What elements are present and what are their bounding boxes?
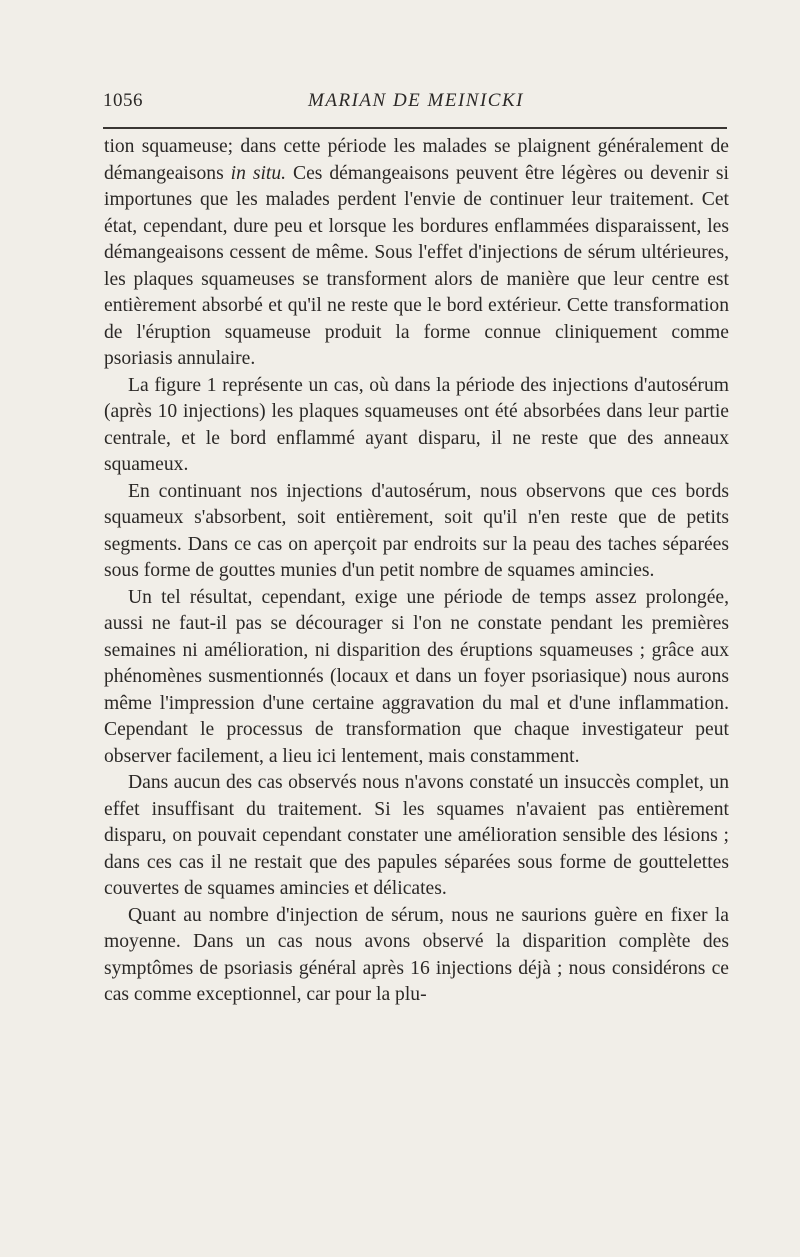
paragraph-4: Un tel résultat, cependant, exige une période de temps assez prolongée, aussi ne faut-il pas se décourager si l'on ne constate pendant les premières semaines ni amélioration, ni disparition des éruptions squameuses ; grâce aux phénomènes susmentionnés (locaux et dans un foyer psoriasique) nous aurons même l'impression d'une certaine aggravation du mal et d'une inflammation. Cependant le processus de transformation que chaque investigateur peut observer facilement, a lieu ici lentement, mais constamment. bbox=[104, 586, 729, 767]
paragraph-1-italic: in situ. bbox=[230, 162, 287, 184]
paragraph-1 bbox=[104, 134, 729, 373]
paragraph-1-after: Ces démangeaisons peuvent être légères ou devenir si importunes que les malades perdent l'envie de continuer leur traitement. Cet état, cependant, dure peu et lorsque les bordures enflammées disparaissent, les démangeaisons cessent de même. Sous l'effet d'injections de sérum ultérieures, les plaques squameuses se transforment alors de manière que leur centre est entièrement absorbé et qu'il ne reste que le bord extérieur. Cette transformation de l'éruption squameuse produit la forme connue cliniquement comme psoriasis annulaire. bbox=[104, 162, 729, 369]
page-number: 1056 bbox=[103, 90, 143, 111]
running-title: MARIAN DE MEINICKI bbox=[308, 90, 524, 111]
paragraph-2: La figure 1 représente un cas, où dans la période des injections d'autosérum (après 10 injections) les plaques squameuses ont été absorbées dans leur partie centrale, et le bord enflammé ayant disparu, il ne reste que des anneaux squameux. bbox=[104, 374, 729, 475]
header-rule bbox=[103, 127, 727, 129]
paragraph-3: En continuant nos injections d'autosérum, nous observons que ces bords squameux s'absorbent, soit entièrement, soit qu'il n'en reste que de petits segments. Dans ce cas on aperçoit par endroits sur la peau des taches séparées sous forme de gouttes munies d'un petit nombre de squames amincies. bbox=[104, 480, 729, 581]
body-text bbox=[104, 134, 729, 1009]
paragraph-5: Dans aucun des cas observés nous n'avons constaté un insuccès complet, un effet insuffisant du traitement. Si les squames n'avaient pas entièrement disparu, on pouvait cependant constater une amélioration sensible des lésions ; dans ces cas il ne restait que des papules séparées sous forme de gouttelettes couvertes de squames amincies et délicates. bbox=[104, 772, 729, 899]
paragraph-1-before: tion squameuse; dans cette période les malades se plaignent généralement de démangeaisons bbox=[104, 136, 729, 184]
paragraph-6: Quant au nombre d'injection de sérum, nous ne saurions guère en fixer la moyenne. Dans un cas nous avons observé la disparition complète des symptômes de psoriasis général après 16 injections déjà ; nous considérons ce cas comme exceptionnel, car pour la plu- bbox=[104, 904, 729, 1005]
running-head bbox=[103, 90, 729, 116]
